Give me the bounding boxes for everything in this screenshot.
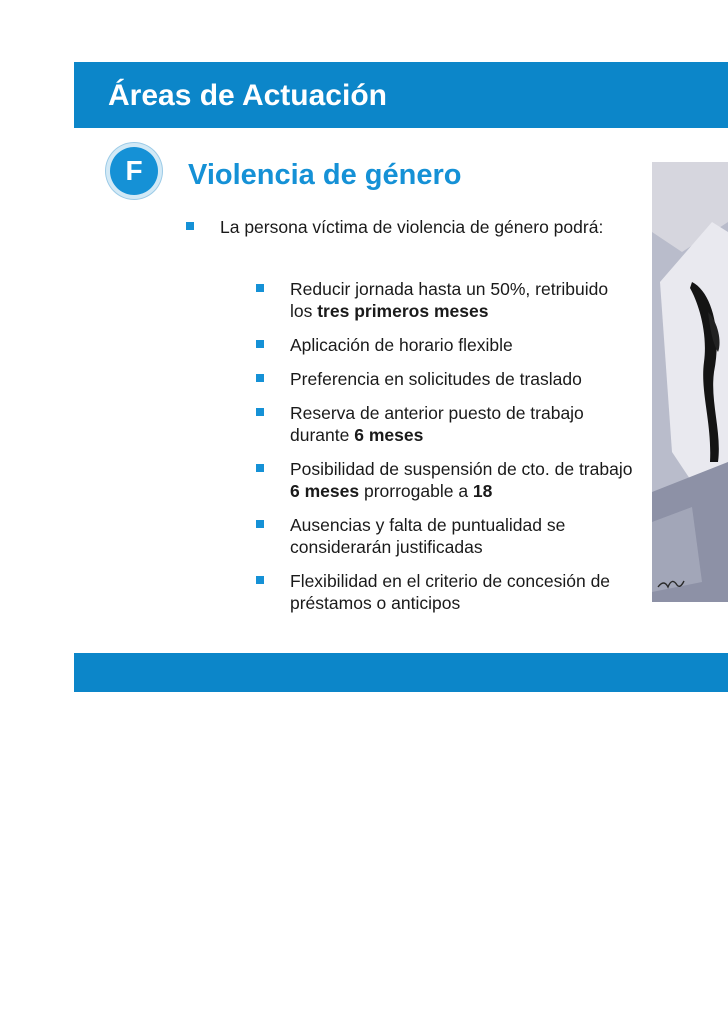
text-segment: Preferencia en solicitudes de traslado	[290, 369, 582, 389]
text-segment: prorrogable a	[359, 481, 473, 501]
text-segment: Reserva de anterior puesto de trabajo durante	[290, 403, 584, 445]
list-item-text	[290, 402, 635, 446]
emphasis-text: 18	[472, 481, 493, 501]
list-item	[256, 278, 616, 322]
page-title: Áreas de Actuación	[108, 79, 387, 112]
section-badge: F	[110, 147, 158, 195]
text-segment: Reducir jornada hasta un 50%, retribuido los	[290, 279, 609, 321]
list-item	[256, 570, 616, 614]
text-segment: Ausencias y falta de puntualidad se considerarán justificadas	[290, 515, 566, 557]
text-segment: Posibilidad de suspensión de cto. de trabajo	[290, 459, 633, 479]
emphasis-text: 6 meses	[354, 425, 424, 445]
painting-image	[652, 162, 728, 602]
list-item	[256, 514, 616, 558]
square-bullet-icon	[256, 340, 264, 348]
square-bullet-icon	[256, 284, 264, 292]
sub-bullet-list	[256, 278, 633, 626]
list-item-text	[290, 278, 635, 322]
square-bullet-icon	[256, 408, 264, 416]
footer-bar	[74, 653, 728, 692]
list-item-text	[290, 368, 635, 390]
list-item-text	[290, 458, 635, 502]
square-bullet-icon	[186, 222, 194, 230]
list-item	[256, 334, 616, 356]
title-bar	[74, 62, 728, 128]
list-item-text	[290, 570, 635, 614]
emphasis-text: 6 meses	[290, 481, 360, 501]
intro-bullet	[186, 216, 646, 238]
list-item	[256, 368, 616, 390]
square-bullet-icon	[256, 464, 264, 472]
intro-text: La persona víctima de violencia de género podrá:	[220, 217, 604, 237]
text-segment: Aplicación de horario flexible	[290, 335, 513, 355]
text-segment: Flexibilidad en el criterio de concesión de préstamos o anticipos	[290, 571, 611, 613]
list-item-text	[290, 514, 635, 558]
square-bullet-icon	[256, 576, 264, 584]
section-title: Violencia de género	[188, 159, 462, 191]
square-bullet-icon	[256, 520, 264, 528]
square-bullet-icon	[256, 374, 264, 382]
emphasis-text: tres primeros meses	[317, 301, 489, 321]
list-item	[256, 458, 633, 502]
list-item	[256, 402, 616, 446]
slide	[74, 62, 728, 692]
list-item-text	[290, 334, 635, 356]
